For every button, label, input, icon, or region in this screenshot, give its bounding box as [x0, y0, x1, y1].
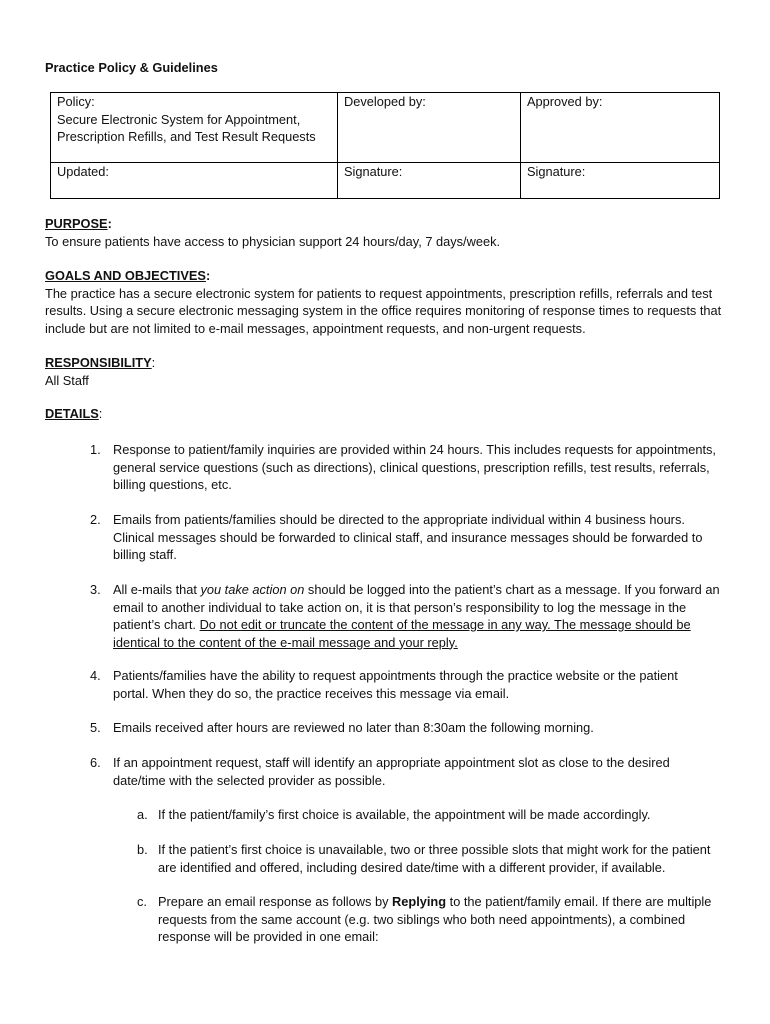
goals-section [45, 267, 721, 337]
approved-by-label: Approved by: [527, 94, 603, 109]
sub-item-letter: c. [137, 894, 147, 909]
list-item-text [113, 667, 678, 702]
purpose-text: To ensure patients have access to physician support 24 hours/day, 7 days/week. [45, 233, 501, 249]
text-line [158, 928, 711, 946]
policy-cell [51, 93, 338, 163]
responsibility-heading: RESPONSIBILITY [45, 355, 152, 370]
text-line: general service questions (such as directions), clinical questions, prescription refills, test results, referrals, [113, 459, 710, 475]
section-heading [45, 354, 155, 372]
sub-item-letter: a. [137, 807, 148, 822]
sub-item-text [158, 893, 711, 946]
developer-signature-label: Signature: [344, 164, 403, 179]
italic-emphasis: you take action on [200, 582, 305, 597]
text-line [158, 893, 711, 911]
list-number: 1. [90, 442, 101, 457]
text-line [113, 581, 720, 599]
policy-title-line: Secure Electronic System for Appointment, [57, 111, 301, 127]
heading-colon: : [107, 216, 112, 231]
responsibility-text: All Staff [45, 372, 89, 388]
sub-item-text [158, 806, 650, 824]
purpose-section [45, 215, 500, 250]
text-line: Clinical messages should be forwarded to clinical staff, and insurance messages should be forwarded to [113, 529, 703, 545]
developer-signature-cell [338, 163, 521, 199]
list-item-text [113, 441, 716, 494]
policy-info-table [50, 92, 720, 199]
text-line: date/time with the selected provider as possible. [113, 772, 386, 788]
text-line: billing staff. [113, 547, 177, 562]
text-line: Response to patient/family inquiries are provided within 24 hours. This includes requests for appointments, [113, 442, 716, 457]
text-line: Emails received after hours are reviewed no later than 8:30am the following morning. [113, 720, 594, 735]
policy-label: Policy: [57, 94, 95, 109]
sub-item-letter: b. [137, 842, 148, 857]
text-line: If an appointment request, staff will identify an appropriate appointment slot as close to the desired [113, 755, 670, 770]
text-line [158, 911, 711, 929]
list-number: 6. [90, 755, 101, 770]
section-heading [45, 215, 500, 233]
heading-colon: : [151, 355, 156, 370]
text-segment: should be logged into the patient’s chart as a message. If you forward an [304, 582, 720, 597]
list-item-text [113, 581, 720, 651]
text-line: are identified and offered, including desired date/time with a different provider, if available. [158, 859, 666, 875]
purpose-heading: PURPOSE [45, 216, 108, 231]
policy-title-line: Prescription Refills, and Test Result Requests [57, 129, 316, 144]
list-item-text [113, 754, 670, 789]
text-line [113, 616, 720, 634]
heading-colon: : [98, 406, 103, 421]
list-number: 5. [90, 720, 101, 735]
text-line: If the patient’s first choice is unavailable, two or three possible slots that might work for the patient [158, 842, 711, 857]
list-number: 2. [90, 512, 101, 527]
text-segment: to the patient/family email. If there are multiple [446, 894, 712, 909]
details-heading: DETAILS [45, 406, 99, 421]
details-section [45, 405, 102, 423]
text-segment: response will be provided in one email: [158, 929, 379, 944]
developed-by-cell [338, 93, 521, 163]
goals-heading: GOALS AND OBJECTIVES [45, 268, 206, 283]
list-number: 4. [90, 668, 101, 683]
section-heading [45, 405, 102, 423]
section-heading [45, 267, 721, 285]
approved-by-cell [521, 93, 720, 163]
text-line [113, 634, 720, 652]
goals-text-line: include but are not limited to e-mail messages, appointment requests, and non-urgent requests. [45, 320, 586, 336]
developed-by-label: Developed by: [344, 94, 426, 109]
text-line: portal. When they do so, the practice receives this message via email. [113, 685, 510, 701]
underlined-instruction: identical to the content of the e-mail message and your reply. [113, 634, 458, 650]
text-line [113, 599, 720, 617]
text-segment: requests from the same account (e.g. two siblings who both need appointments), a combined [158, 911, 686, 927]
text-line: If the patient/family’s first choice is available, the appointment will be made accordingly. [158, 807, 651, 822]
goals-text-line: The practice has a secure electronic system for patients to request appointments, prescription refills, referrals and test [45, 285, 713, 301]
list-item-text [113, 719, 594, 737]
text-segment: All e-mails that [113, 582, 201, 597]
approver-signature-cell [521, 163, 720, 199]
text-segment: patient’s chart. [113, 617, 200, 632]
sub-item-text [158, 841, 710, 876]
document-title: Practice Policy & Guidelines [45, 60, 218, 75]
text-line: Emails from patients/families should be directed to the appropriate individual within 4 business hours. [113, 512, 685, 527]
text-segment: email to another individual to take action on, it is that person’s responsibility to log the message in the [113, 599, 687, 615]
text-line: Patients/families have the ability to request appointments through the practice website or the patient [113, 668, 678, 683]
text-segment: Prepare an email response as follows by [158, 894, 393, 909]
responsibility-section [45, 354, 155, 389]
list-item-text [113, 511, 702, 564]
approver-signature-label: Signature: [527, 164, 586, 179]
list-number: 3. [90, 582, 101, 597]
goals-text-line: results. Using a secure electronic messaging system in the office requires monitoring of response times to requests that [45, 303, 722, 318]
underlined-instruction: Do not edit or truncate the content of the message in any way. The message should be [199, 617, 691, 632]
updated-cell [51, 163, 338, 199]
updated-label: Updated: [57, 164, 109, 179]
heading-colon: : [205, 268, 211, 283]
text-line: billing questions, etc. [113, 477, 232, 492]
bold-emphasis: Replying [392, 894, 447, 909]
